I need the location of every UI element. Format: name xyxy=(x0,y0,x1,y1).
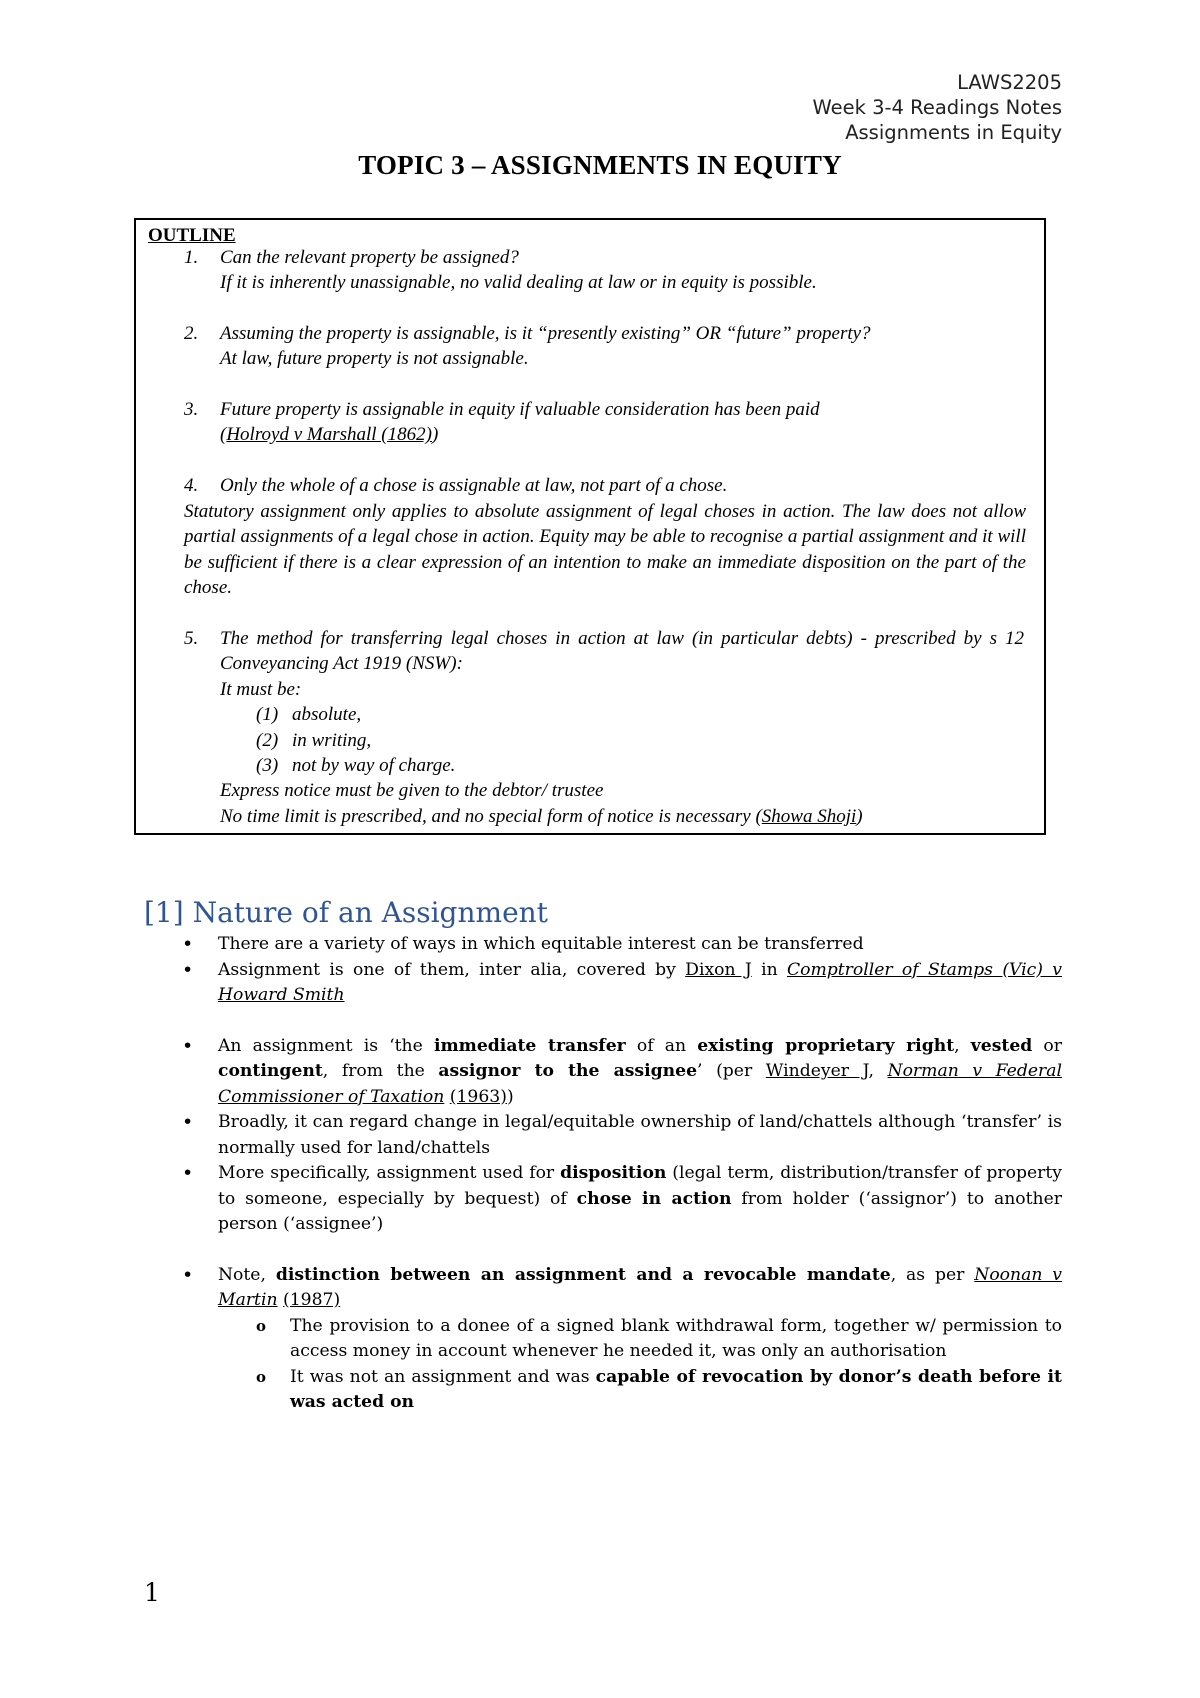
text: It was not an assignment and was xyxy=(290,1366,596,1387)
outline-item-line: It must be: xyxy=(220,678,302,700)
bold-text: disposition xyxy=(560,1163,667,1183)
bold-text: chose in action xyxy=(576,1188,732,1209)
text: An assignment is ‘the xyxy=(218,1035,434,1056)
requirement-2 xyxy=(256,728,1024,753)
outline-item-line: Express notice must be given to the debtor/ trustee xyxy=(220,780,604,802)
paren: ) xyxy=(431,424,439,446)
outline-item-4-paragraph: Statutory assignment only applies to absolute assignment of legal choses in action. The law does not allow partial assignments of a legal chose in action. Equity may be able to recognise a partial assignment and it will be sufficient if there is a clear expression of an intention to make an immediate disposition on the part of the chose. xyxy=(184,501,1026,599)
paren: ( xyxy=(220,424,227,446)
bold-text: vested xyxy=(970,1035,1033,1056)
bold-text: contingent xyxy=(218,1061,323,1081)
sub-bullet-item xyxy=(144,1365,1062,1416)
text: of an xyxy=(625,1035,698,1056)
page-number: 1 xyxy=(144,1578,160,1607)
spacer xyxy=(144,1238,1062,1263)
outline-item-line: Future property is assignable in equity if valuable consideration has been paid xyxy=(220,399,820,420)
outline-item-line: Assuming the property is assignable, is it “presently existing” OR “future” property? xyxy=(220,323,871,344)
spacer xyxy=(144,1009,1062,1034)
requirement-1 xyxy=(256,702,1024,727)
outline-item-number: 1. xyxy=(184,247,199,268)
judge-name: Dixon J xyxy=(685,959,752,980)
requirement-text: in writing, xyxy=(292,729,372,751)
outline-item-1 xyxy=(184,245,1024,296)
case-norman: Norman v Federal Commissioner of Taxation xyxy=(218,1061,1062,1107)
running-header xyxy=(812,70,1062,145)
judge-name: Windeyer J xyxy=(765,1061,869,1081)
header-topic: Assignments in Equity xyxy=(845,121,1062,144)
text: , xyxy=(868,1061,888,1081)
bullet-item: • There are a variety of ways in which equitable interest can be transferred xyxy=(144,932,1062,958)
outline-item-number: 2. xyxy=(184,323,199,344)
bold-text: distinction between an assignment and a revocable mandate xyxy=(275,1264,891,1285)
outline-item-line xyxy=(220,804,1024,829)
requirement-text: not by way of charge. xyxy=(292,755,456,777)
requirement-number: (3) xyxy=(256,755,279,777)
bold-text: assignor to the assignee xyxy=(438,1061,698,1081)
bullet-item xyxy=(144,1034,1062,1111)
bold-text: existing proprietary right xyxy=(697,1035,955,1056)
sub-bullet-item: o The provision to a donee of a signed blank withdrawal form, together w/ permission to access money in account whenever he needed it, was only an authorisation xyxy=(144,1314,1062,1365)
text: Note, xyxy=(218,1264,276,1285)
text: from holder (‘assignor’) to another person (‘assignee’) xyxy=(218,1188,1062,1234)
outline-item-number: 3. xyxy=(184,399,199,420)
outline-item-line: Only the whole of a chose is assignable at law, not part of a chose. xyxy=(220,475,728,496)
text: Assignment is one of them, inter alia, covered by xyxy=(218,959,686,980)
bullet-item xyxy=(144,958,1062,1009)
text: More specifically, assignment used for xyxy=(218,1163,561,1183)
bullet-item xyxy=(144,1263,1062,1314)
text: ’ (per xyxy=(697,1061,766,1081)
outline-item-number: 4. xyxy=(184,475,199,496)
outline-item-number: 5. xyxy=(184,628,199,649)
text: (legal term, distribution/transfer of property to someone, especially by bequest) of xyxy=(218,1163,1062,1209)
text: in xyxy=(751,959,787,980)
text: ) xyxy=(506,1086,514,1107)
case-holroyd: Holroyd v Marshall (1862) xyxy=(226,424,432,446)
requirement-number: (2) xyxy=(256,729,279,751)
outline-item-5 xyxy=(184,626,1024,829)
text: or xyxy=(1032,1035,1062,1056)
notice-text: No time limit is prescribed, and no special form of notice is necessary ( xyxy=(220,805,762,827)
outline-item-line: At law, future property is not assignable. xyxy=(220,348,529,370)
outline-item-4 xyxy=(184,473,1024,498)
text: , as per xyxy=(890,1264,975,1285)
text: , from the xyxy=(322,1061,439,1081)
bullet-item xyxy=(144,1161,1062,1238)
paren: ) xyxy=(856,805,863,827)
case-year: (1987) xyxy=(283,1290,341,1310)
outline-item-line: Can the relevant property be assigned? xyxy=(220,247,519,268)
outline-item-3 xyxy=(184,397,1024,448)
header-course: LAWS2205 xyxy=(957,71,1062,94)
bold-text: immediate transfer xyxy=(433,1035,626,1056)
requirement-number: (1) xyxy=(256,704,279,726)
outline-item-2 xyxy=(184,321,1024,372)
bold-text: capable of revocation by donor’s death before it was acted on xyxy=(290,1366,1062,1412)
case-year: (1963) xyxy=(449,1086,507,1107)
outline-item-line: If it is inherently unassignable, no valid dealing at law or in equity is possible. xyxy=(220,272,817,294)
section-body xyxy=(144,932,1062,1416)
case-showa-shoji: Showa Shoji xyxy=(761,805,857,827)
section-heading: [1] Nature of an Assignment xyxy=(144,896,548,929)
outline-item-line: The method for transferring legal choses in action at law (in particular debts) - prescribed by s 12 Conveyancing Act 1919 (NSW): xyxy=(220,628,1024,675)
bullet-item: • Broadly, it can regard change in legal/equitable ownership of land/chattels although ‘transfer’ is normally used for land/chattels xyxy=(144,1110,1062,1161)
outline-item-line xyxy=(220,422,1024,447)
requirement-text: absolute, xyxy=(292,704,362,726)
case-noonan: Noonan v Martin xyxy=(218,1264,1063,1310)
page-title: TOPIC 3 – ASSIGNMENTS IN EQUITY xyxy=(358,150,842,180)
text: , xyxy=(954,1035,971,1056)
outline-box xyxy=(134,218,1046,835)
header-week: Week 3-4 Readings Notes xyxy=(812,96,1062,119)
requirement-3 xyxy=(256,753,1024,778)
outline-heading: OUTLINE xyxy=(148,225,236,246)
case-comptroller: Comptroller of Stamps (Vic) v Howard Smith xyxy=(218,959,1062,1005)
